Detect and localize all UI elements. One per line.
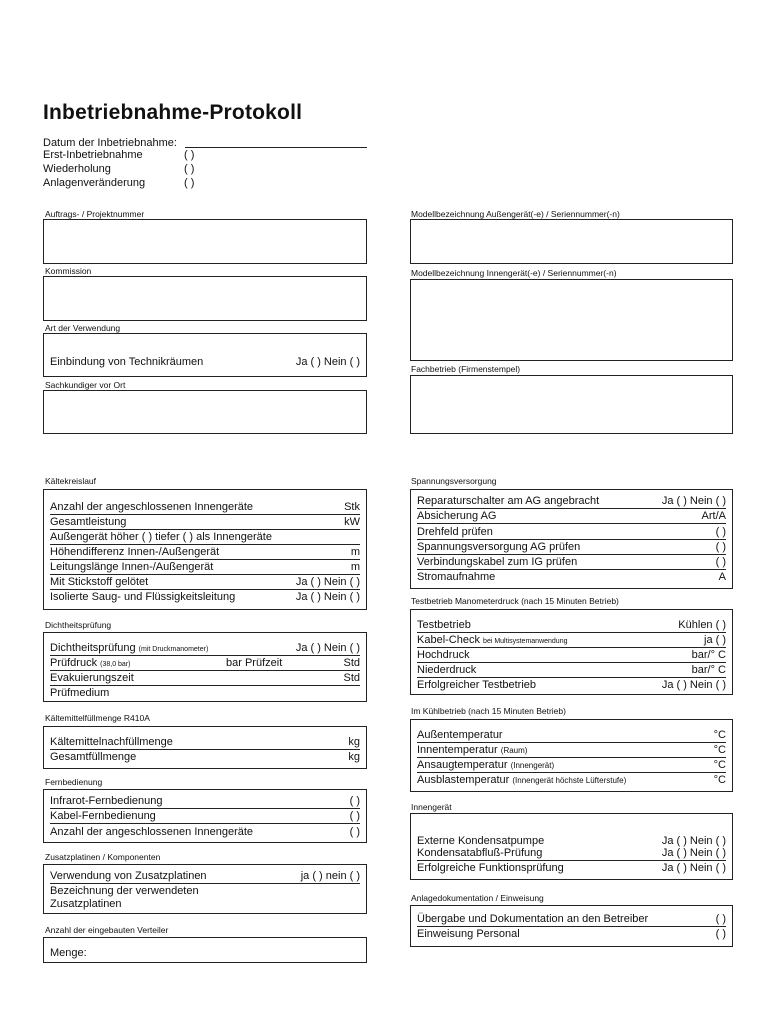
circuit-row xyxy=(50,514,360,530)
usage-row-label: Einbindung von Technikräumen xyxy=(50,356,204,368)
row-unit: °C xyxy=(713,744,726,756)
row-options[interactable]: Ja ( ) Nein ( ) xyxy=(295,642,360,654)
row-label: Spannungsversorgung AG prüfen xyxy=(417,541,581,553)
row-label: Anzahl der angeschlossenen Innengeräte xyxy=(50,826,254,838)
row-options[interactable]: Ja ( ) Nein ( ) xyxy=(661,847,726,859)
circuit-label: Kältekreislauf xyxy=(45,476,97,486)
circuit-row xyxy=(50,544,360,560)
row-options[interactable]: ja ( ) nein ( ) xyxy=(300,870,360,882)
first-row xyxy=(43,148,143,162)
row-unit: kg xyxy=(348,736,360,748)
refrig-box xyxy=(43,726,367,769)
row-label xyxy=(50,642,208,654)
row-options[interactable]: Ja ( ) Nein ( ) xyxy=(661,835,726,847)
row-label: Kabel-Fernbedienung xyxy=(50,810,156,822)
row-label: Kältemittelnachfüllmenge xyxy=(50,736,173,748)
row-text: Ausblastemperatur xyxy=(417,774,510,786)
indoorunit-row xyxy=(417,860,726,875)
power-row xyxy=(417,569,726,584)
expert-label: Sachkundiger vor Ort xyxy=(45,380,126,390)
row-label: Verbindungskabel zum IG prüfen xyxy=(417,556,578,568)
row-note: (Raum) xyxy=(500,746,528,755)
leak-row xyxy=(50,685,360,700)
circuit-box xyxy=(43,489,367,610)
leak-label: Dichtheitsprüfung xyxy=(45,620,112,630)
repeat-row xyxy=(43,162,111,176)
refrig-row xyxy=(50,734,360,750)
usage-row xyxy=(50,354,360,369)
row-mid: bar Prüfzeit xyxy=(226,657,283,669)
order-field[interactable] xyxy=(43,219,367,264)
row-note: (Innengerät) xyxy=(510,761,555,770)
test-row xyxy=(417,617,726,633)
cool-row xyxy=(417,772,726,787)
row-label: Leitungslänge Innen-/Außengerät xyxy=(50,561,214,573)
test-row xyxy=(417,632,726,648)
circuit-row xyxy=(50,574,360,590)
dist-row[interactable] xyxy=(50,945,360,960)
usage-box xyxy=(43,333,367,377)
row-text: Innentemperatur xyxy=(417,744,498,756)
row-label: Gesamtfüllmenge xyxy=(50,751,137,763)
outdoor-model-field[interactable] xyxy=(410,219,733,264)
circuit-row xyxy=(50,589,360,604)
cool-row xyxy=(417,727,726,743)
test-row xyxy=(417,647,726,663)
commission-label: Kommission xyxy=(45,266,92,276)
row-label: Übergabe und Dokumentation an den Betreiber xyxy=(417,913,649,925)
remote-box xyxy=(43,789,367,843)
docs-label: Anlagedokumentation / Einweisung xyxy=(411,893,544,903)
row-unit: kW xyxy=(344,516,360,528)
row-text: Dichtheitsprüfung xyxy=(50,642,136,654)
row-options[interactable]: Ja ( ) Nein ( ) xyxy=(661,495,726,507)
page-title: Inbetriebnahme-Protokoll xyxy=(43,101,303,124)
row-note: (38,0 bar) xyxy=(100,661,131,668)
row-label: Außentemperatur xyxy=(417,729,503,741)
usage-options[interactable]: Ja ( ) Nein ( ) xyxy=(295,356,360,368)
row-label: Stromaufnahme xyxy=(417,571,496,583)
outdoor-model-label: Modellbezeichnung Außengerät(-e) / Seriennummer(-n) xyxy=(411,209,620,219)
test-row xyxy=(417,677,726,692)
row-label xyxy=(50,657,131,669)
row-label: Einweisung Personal xyxy=(417,928,520,940)
row-label: Erfolgreicher Testbetrieb xyxy=(417,679,537,691)
row-label: Verwendung von Zusatzplatinen xyxy=(50,870,207,882)
circuit-row xyxy=(50,559,360,575)
leak-box xyxy=(43,632,367,702)
leak-row xyxy=(50,655,360,671)
row-label xyxy=(417,774,626,786)
row-text: Prüfdruck xyxy=(50,657,98,669)
row-label: Absicherung AG xyxy=(417,510,497,522)
row-options[interactable]: ja ( ) xyxy=(704,634,726,646)
stamp-field[interactable] xyxy=(410,375,733,434)
row-text: Kabel-Check xyxy=(417,634,480,646)
cool-row xyxy=(417,742,726,758)
change-checkbox[interactable]: ( ) xyxy=(184,177,195,189)
row-label: Bezeichnung der verwendeten xyxy=(50,885,199,897)
row-label xyxy=(417,634,567,646)
power-row xyxy=(417,493,726,509)
circuit-row xyxy=(50,499,360,515)
date-label: Datum der Inbetriebnahme: xyxy=(43,137,177,149)
row-unit: Art/A xyxy=(701,510,726,522)
remote-label: Fernbedienung xyxy=(45,777,103,787)
power-row xyxy=(417,539,726,555)
power-row xyxy=(417,524,726,540)
dist-box xyxy=(43,937,367,963)
row-label: Infrarot-Fernbedienung xyxy=(50,795,163,807)
row-label: Externe Kondensatpumpe xyxy=(417,835,545,847)
cool-label: Im Kühlbetrieb (nach 15 Minuten Betrieb) xyxy=(411,706,566,716)
row-label: Menge: xyxy=(50,947,87,959)
row-text: Ansaugtemperatur xyxy=(417,759,508,771)
row-unit: A xyxy=(718,571,726,583)
row-label: Evakuierungszeit xyxy=(50,672,134,684)
power-row xyxy=(417,508,726,524)
dist-label: Anzahl der eingebauten Verteiler xyxy=(45,925,169,935)
row-note: (Innengerät höchste Lüfterstufe) xyxy=(512,776,627,785)
row-unit: °C xyxy=(713,759,726,771)
row-checkbox[interactable]: ( ) xyxy=(715,541,726,553)
row-label: Testbetrieb xyxy=(417,619,471,631)
row-options[interactable]: Ja ( ) Nein ( ) xyxy=(661,862,726,874)
cool-box xyxy=(410,719,733,792)
expert-field[interactable] xyxy=(43,390,367,434)
row-unit: Stk xyxy=(344,501,360,513)
indoor-model-field[interactable] xyxy=(410,279,733,361)
power-box xyxy=(410,489,733,589)
row-note: bei Multisystemanwendung xyxy=(483,638,568,645)
first-checkbox[interactable]: ( ) xyxy=(184,149,195,161)
row-unit: Std xyxy=(343,657,360,669)
row-unit: m xyxy=(350,561,360,573)
change-row xyxy=(43,176,145,190)
row-label[interactable]: Außengerät höher ( ) tiefer ( ) als Innengeräte xyxy=(50,531,272,543)
row-unit: bar/° C xyxy=(691,664,726,676)
commission-field[interactable] xyxy=(43,276,367,321)
stamp-label: Fachbetrieb (Firmenstempel) xyxy=(411,364,521,374)
row-label: Höhendifferenz Innen-/Außengerät xyxy=(50,546,220,558)
row-label xyxy=(417,759,554,771)
boards-box xyxy=(43,864,367,914)
first-label: Erst-Inbetriebnahme xyxy=(43,149,143,161)
docs-box xyxy=(410,905,733,947)
cool-row xyxy=(417,757,726,773)
indoorunit-label: Innengerät xyxy=(411,802,452,812)
repeat-label: Wiederholung xyxy=(43,163,111,175)
row-unit: bar/° C xyxy=(691,649,726,661)
leak-row xyxy=(50,670,360,686)
row-label: Kondensatabfluß-Prüfung xyxy=(417,847,543,859)
row-checkbox[interactable]: ( ) xyxy=(715,928,726,940)
test-row xyxy=(417,662,726,678)
row-label: Anzahl der angeschlossenen Innengeräte xyxy=(50,501,254,513)
row-label: Niederdruck xyxy=(417,664,477,676)
test-label: Testbetrieb Manometerdruck (nach 15 Minuten Betrieb) xyxy=(411,596,619,606)
remote-row xyxy=(50,808,360,824)
test-box xyxy=(410,609,733,695)
refrig-row xyxy=(50,749,360,764)
row-label xyxy=(417,744,527,756)
row-checkbox[interactable]: ( ) xyxy=(715,556,726,568)
row-label: Zusatzplatinen xyxy=(50,898,122,910)
row-unit: °C xyxy=(713,729,726,741)
row-note: (mit Druckmanometer) xyxy=(138,646,209,653)
circuit-row xyxy=(50,529,360,545)
docs-row xyxy=(417,926,726,941)
boards-label: Zusatzplatinen / Komponenten xyxy=(45,852,161,862)
row-unit: kg xyxy=(348,751,360,763)
row-options[interactable]: Kühlen ( ) xyxy=(678,619,726,631)
change-label: Anlagenveränderung xyxy=(43,177,146,189)
row-options[interactable]: Ja ( ) Nein ( ) xyxy=(661,679,726,691)
leak-row xyxy=(50,640,360,656)
boards-row xyxy=(50,896,360,911)
row-unit: Std xyxy=(343,672,360,684)
refrig-label: Kältemittelfüllmenge R410A xyxy=(45,713,150,723)
row-unit: m xyxy=(350,546,360,558)
row-label: Drehfeld prüfen xyxy=(417,526,493,538)
order-label: Auftrags- / Projektnummer xyxy=(45,209,145,219)
row-checkbox[interactable]: ( ) xyxy=(349,795,360,807)
row-checkbox[interactable]: ( ) xyxy=(349,826,360,838)
row-label: Gesamtleistung xyxy=(50,516,127,528)
row-options[interactable]: Ja ( ) Nein ( ) xyxy=(295,591,360,603)
repeat-checkbox[interactable]: ( ) xyxy=(184,163,195,175)
row-checkbox[interactable]: ( ) xyxy=(715,526,726,538)
remote-row xyxy=(50,824,360,839)
row-label: Mit Stickstoff gelötet xyxy=(50,576,149,588)
row-label: Erfolgreiche Funktionsprüfung xyxy=(417,862,564,874)
indoor-model-label: Modellbezeichnung Innengerät(-e) / Seriennummer(-n) xyxy=(411,268,617,278)
row-unit: °C xyxy=(713,774,726,786)
indoorunit-box xyxy=(410,813,733,880)
power-row xyxy=(417,554,726,570)
indoorunit-row xyxy=(417,845,726,861)
docs-row xyxy=(417,911,726,927)
row-options[interactable]: Ja ( ) Nein ( ) xyxy=(295,576,360,588)
row-label: Reparaturschalter am AG angebracht xyxy=(417,495,600,507)
date-field[interactable] xyxy=(185,147,367,148)
usage-label: Art der Verwendung xyxy=(45,323,121,333)
row-label: Hochdruck xyxy=(417,649,470,661)
row-checkbox[interactable]: ( ) xyxy=(715,913,726,925)
remote-row xyxy=(50,793,360,809)
row-label: Isolierte Saug- und Flüssigkeitsleitung xyxy=(50,591,236,603)
power-label: Spannungsversorgung xyxy=(411,476,497,486)
row-label: Prüfmedium xyxy=(50,687,110,699)
row-checkbox[interactable]: ( ) xyxy=(349,810,360,822)
boards-row xyxy=(50,868,360,884)
